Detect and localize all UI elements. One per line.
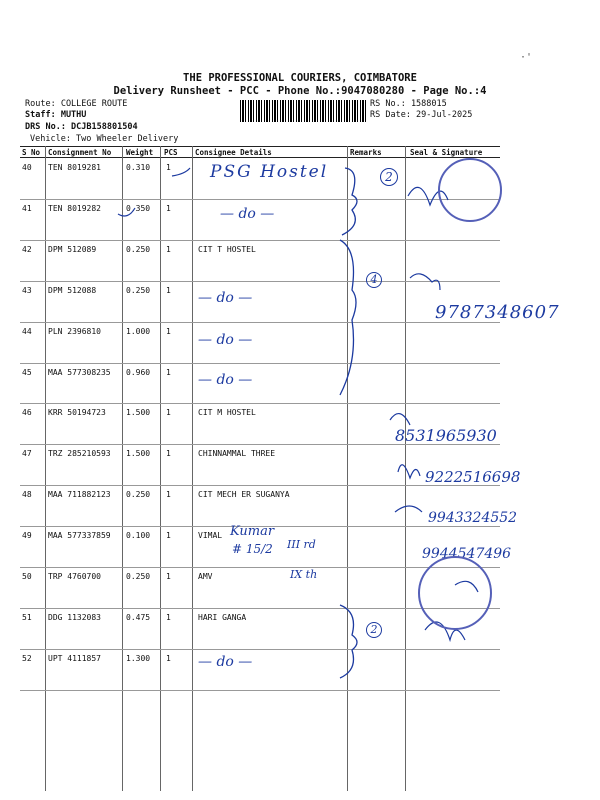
col-divider — [405, 146, 406, 791]
row-weight: 0.250 — [126, 490, 151, 500]
row-consignee: CIT MECH ER SUGANYA — [198, 490, 290, 500]
handwritten-address: # 15/2 — [232, 542, 273, 556]
row-weight: 0.250 — [126, 244, 151, 254]
row-consignment-no: MAA 577337859 — [48, 531, 111, 541]
header-rule — [20, 157, 500, 158]
row-pcs: 1 — [166, 367, 171, 377]
row-sno: 44 — [22, 326, 32, 336]
row-pcs: 1 — [166, 531, 171, 541]
barcode — [240, 100, 366, 122]
row-weight: 1.500 — [126, 449, 151, 459]
row-pcs: 1 — [166, 490, 171, 500]
row-consignment-no: DPM 512089 — [48, 244, 97, 254]
handwritten-floor: IX th — [290, 568, 318, 581]
row-weight: 0.100 — [126, 531, 151, 541]
handwritten-psg-hostel: PSG Hostel — [210, 162, 329, 182]
staff-label: Staff: MUTHU — [25, 110, 87, 120]
handwritten-phone: 9943324552 — [428, 510, 518, 526]
row-divider — [20, 322, 500, 323]
handwritten-count: 2 — [380, 168, 398, 186]
col-weight: Weight — [126, 148, 154, 157]
row-sno: 46 — [22, 408, 32, 418]
row-pcs: 1 — [166, 408, 171, 418]
row-consignment-no: DDG 1132083 — [48, 612, 101, 622]
col-consignee: Consignee Details — [195, 148, 272, 157]
row-weight: 0.250 — [126, 572, 151, 581]
row-pcs: 1 — [166, 612, 171, 622]
row-weight: 0.250 — [126, 285, 151, 295]
row-weight: 0.350 — [126, 203, 151, 213]
row-sno: 47 — [22, 449, 32, 459]
col-remarks: Remarks — [350, 148, 382, 157]
row-consignment-no: MAA 577308235 — [48, 367, 111, 377]
row-consignee: AMV — [198, 572, 213, 581]
row-consignee: CHINNAMMAL THREE — [198, 449, 276, 459]
row-divider — [20, 240, 500, 241]
row-weight: 0.475 — [126, 612, 151, 622]
row-consignee: CIT T HOSTEL — [198, 244, 256, 254]
col-consignment: Consignment No — [48, 148, 112, 157]
row-sno: 43 — [22, 285, 32, 295]
rs-number: RS No.: 1588015 — [370, 99, 447, 109]
company-title: THE PROFESSIONAL COURIERS, COIMBATORE — [183, 72, 417, 84]
row-consignment-no: UPT 4111857 — [48, 653, 101, 663]
row-weight: 1.300 — [126, 653, 151, 663]
seal-stamp — [418, 556, 492, 630]
col-divider — [192, 146, 193, 791]
handwritten-phone: 9222516698 — [425, 468, 521, 486]
col-divider — [122, 146, 123, 791]
handwritten-kumar: Kumar — [230, 524, 275, 539]
drs-number: DRS No.: DCJB158801504 — [25, 122, 138, 132]
handwritten-phone: 8531965930 — [395, 426, 497, 445]
handwritten-ditto: — do — — [198, 372, 253, 388]
row-divider — [20, 199, 500, 200]
row-sno: 48 — [22, 490, 32, 500]
col-sno: S No — [22, 148, 41, 157]
col-divider — [45, 146, 46, 791]
row-sno: 45 — [22, 367, 32, 377]
handwritten-count: 4 — [366, 272, 382, 288]
handwritten-count: 2 — [366, 622, 382, 638]
row-weight: 1.000 — [126, 326, 151, 336]
table-top-rule — [20, 146, 500, 147]
row-pcs: 1 — [166, 572, 171, 581]
row-sno: 49 — [22, 531, 32, 541]
handwritten-ditto: — do — — [198, 654, 253, 670]
rs-date: RS Date: 29-Jul-2025 — [370, 110, 473, 120]
handwritten-phone: 9787348607 — [435, 302, 560, 323]
row-sno: 41 — [22, 203, 32, 213]
row-consignment-no: MAA 711882123 — [48, 490, 111, 500]
handwritten-ditto: — do — — [198, 332, 253, 348]
row-divider — [20, 690, 500, 691]
row-sno: 51 — [22, 612, 32, 622]
route-label: Route: COLLEGE ROUTE — [25, 99, 128, 109]
row-consignee: HARI GANGA — [198, 612, 247, 622]
row-divider — [20, 649, 500, 650]
row-divider — [20, 363, 500, 364]
row-pcs: 1 — [166, 203, 171, 213]
vehicle-label: Vehicle: Two Wheeler Delivery — [30, 134, 179, 144]
row-pcs: 1 — [166, 326, 171, 336]
handwritten-ditto: — do — — [220, 206, 275, 222]
row-consignment-no: TRP 4760700 — [48, 572, 101, 581]
corner-tick: ·' — [520, 52, 533, 63]
row-consignee: VIMAL — [198, 531, 223, 541]
row-consignee: CIT M HOSTEL — [198, 408, 256, 418]
row-sno: 52 — [22, 653, 32, 663]
handwritten-ditto: — do — — [198, 290, 253, 306]
row-weight: 1.500 — [126, 408, 151, 418]
row-sno: 50 — [22, 572, 32, 581]
row-consignment-no: TRZ 285210593 — [48, 449, 111, 459]
row-weight: 0.310 — [126, 163, 151, 172]
row-weight: 0.960 — [126, 367, 151, 377]
row-pcs: 1 — [166, 285, 171, 295]
runsheet-subtitle: Delivery Runsheet - PCC - Phone No.:9047080280 - Page No.:4 — [113, 85, 487, 97]
col-seal: Seal & Signature — [410, 148, 483, 157]
row-consignment-no: TEN 8019282 — [48, 203, 101, 213]
row-sno: 40 — [22, 163, 32, 172]
seal-stamp — [438, 158, 502, 222]
row-consignment-no: DPM 512088 — [48, 285, 97, 295]
row-consignment-no: KRR 50194723 — [48, 408, 106, 418]
handwritten-phone: 9944547496 — [422, 546, 512, 562]
handwritten-floor: III rd — [287, 538, 316, 551]
row-sno: 42 — [22, 244, 32, 254]
row-consignment-no: PLN 2396810 — [48, 326, 101, 336]
col-divider — [160, 146, 161, 791]
row-pcs: 1 — [166, 244, 171, 254]
row-pcs: 1 — [166, 163, 171, 172]
row-divider — [20, 403, 500, 404]
row-pcs: 1 — [166, 653, 171, 663]
col-divider — [347, 146, 348, 791]
row-consignment-no: TEN 8019281 — [48, 163, 101, 172]
row-divider — [20, 281, 500, 282]
col-pcs: PCS — [164, 148, 178, 157]
row-pcs: 1 — [166, 449, 171, 459]
